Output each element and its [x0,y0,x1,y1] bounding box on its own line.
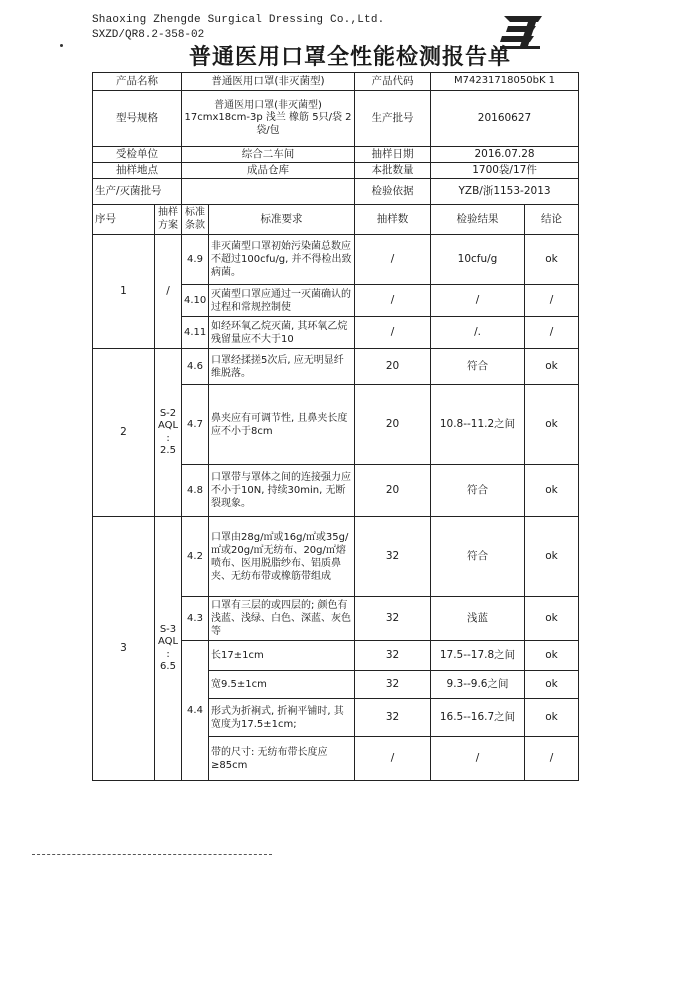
document-code: SXZD/QR8.2-358-02 [92,29,205,41]
batch-label: 生产批号 [355,91,431,147]
product-name-value: 普通医用口罩(非灭菌型) [182,73,355,91]
col-requirement: 标准要求 [209,205,355,235]
sample-count: / [355,737,431,781]
sterile-batch-value [182,179,355,205]
conclusion: ok [525,235,579,285]
footer-divider [32,854,272,855]
conclusion: ok [525,671,579,699]
col-method: 抽样方案 [155,205,182,235]
clause: 4.8 [182,465,209,517]
sample-count: 20 [355,465,431,517]
clause: 4.4 [182,641,209,781]
sample-count: 20 [355,349,431,385]
group-seq: 1 [93,235,155,349]
sample-count: / [355,317,431,349]
result: 符合 [431,349,525,385]
sampling-date-label: 抽样日期 [355,147,431,163]
requirement: 宽9.5±1cm [209,671,355,699]
clause: 4.6 [182,349,209,385]
company-name: Shaoxing Zhengde Surgical Dressing Co.,Ltd. [92,14,385,26]
clause: 4.11 [182,317,209,349]
conclusion: ok [525,349,579,385]
sample-count: 20 [355,385,431,465]
requirement: 口罩经揉搓5次后, 应无明显纤维脱落。 [209,349,355,385]
inspected-unit-value: 综合二车间 [182,147,355,163]
batch-value: 20160627 [431,91,579,147]
batch-qty-value: 1700袋/17件 [431,163,579,179]
col-seq: 序号 [93,205,155,235]
conclusion: / [525,285,579,317]
sterile-batch-label: 生产/灭菌批号 [93,179,182,205]
conclusion: ok [525,465,579,517]
conclusion: ok [525,641,579,671]
requirement: 非灭菌型口罩初始污染菌总数应不超过100cfu/g, 并不得检出致病菌。 [209,235,355,285]
result: 10cfu/g [431,235,525,285]
sampling-date-value: 2016.07.28 [431,147,579,163]
requirement: 口罩由28g/㎡或16g/㎡或35g/㎡或20g/㎡无纺布、20g/㎡熔喷布、医用脱脂纱布、铝质鼻夹、无纺布带或橡筋带组成 [209,517,355,597]
result: 10.8--11.2之间 [431,385,525,465]
report-title: 普通医用口罩全性能检测报告单 [188,45,511,70]
clause: 4.9 [182,235,209,285]
basis-label: 检验依据 [355,179,431,205]
sample-count: / [355,235,431,285]
sample-count: 32 [355,597,431,641]
table-row [93,235,579,285]
group-seq: 2 [93,349,155,517]
table-row [93,517,579,597]
batch-qty-label: 本批数量 [355,163,431,179]
clause: 4.2 [182,517,209,597]
sampling-place-label: 抽样地点 [93,163,182,179]
result: 16.5--16.7之间 [431,699,525,737]
conclusion: / [525,317,579,349]
sample-count: / [355,285,431,317]
group-seq: 3 [93,517,155,781]
col-clause: 标准条款 [182,205,209,235]
sample-count: 32 [355,641,431,671]
result: /. [431,317,525,349]
conclusion: ok [525,385,579,465]
col-conclusion: 结论 [525,205,579,235]
product-code-value: M74231718050bK 1 [431,73,579,91]
result: / [431,737,525,781]
requirement: 鼻夹应有可调节性, 且鼻夹长度应不小于8cm [209,385,355,465]
product-code-label: 产品代码 [355,73,431,91]
requirement: 口罩带与罩体之间的连接强力应不小于10N, 持续30min, 无断裂现象。 [209,465,355,517]
table-row [93,349,579,385]
result: 符合 [431,465,525,517]
col-result: 检验结果 [431,205,525,235]
requirement: 灭菌型口罩应通过一灭菌确认的过程和常规控制使 [209,285,355,317]
spec-value: 普通医用口罩(非灭菌型) 17cmx18cm-3p 浅兰 橡筋 5只/袋 2袋/包 [182,91,355,147]
result: 符合 [431,517,525,597]
conclusion: ok [525,699,579,737]
conclusion: ok [525,517,579,597]
spec-label: 型号规格 [93,91,182,147]
sampling-place-value: 成品仓库 [182,163,355,179]
group-method: / [155,235,182,349]
sample-count: 32 [355,517,431,597]
clause: 4.3 [182,597,209,641]
sample-count: 32 [355,671,431,699]
inspection-report-table [92,72,579,781]
col-sample: 抽样数 [355,205,431,235]
result: 浅蓝 [431,597,525,641]
result: 9.3--9.6之间 [431,671,525,699]
product-name-label: 产品名称 [93,73,182,91]
conclusion: / [525,737,579,781]
clause: 4.10 [182,285,209,317]
basis-value: YZB/浙1153-2013 [431,179,579,205]
requirement: 如经环氧乙烷灭菌, 其环氧乙烷残留量应不大于10 [209,317,355,349]
requirement: 口罩有三层的或四层的; 颜色有浅蓝、浅绿、白色、深蓝、灰色等 [209,597,355,641]
clause: 4.7 [182,385,209,465]
result: 17.5--17.8之间 [431,641,525,671]
group-method: S-2 AQL : 2.5 [155,349,182,517]
sample-count: 32 [355,699,431,737]
conclusion: ok [525,597,579,641]
requirement: 形式为折裥式, 折裥平铺时, 其宽度为17.5±1cm; [209,699,355,737]
inspected-unit-label: 受检单位 [93,147,182,163]
requirement: 长17±1cm [209,641,355,671]
group-method: S-3 AQL : 6.5 [155,517,182,781]
result: / [431,285,525,317]
requirement: 带的尺寸: 无纺布带长度应≥85cm [209,737,355,781]
